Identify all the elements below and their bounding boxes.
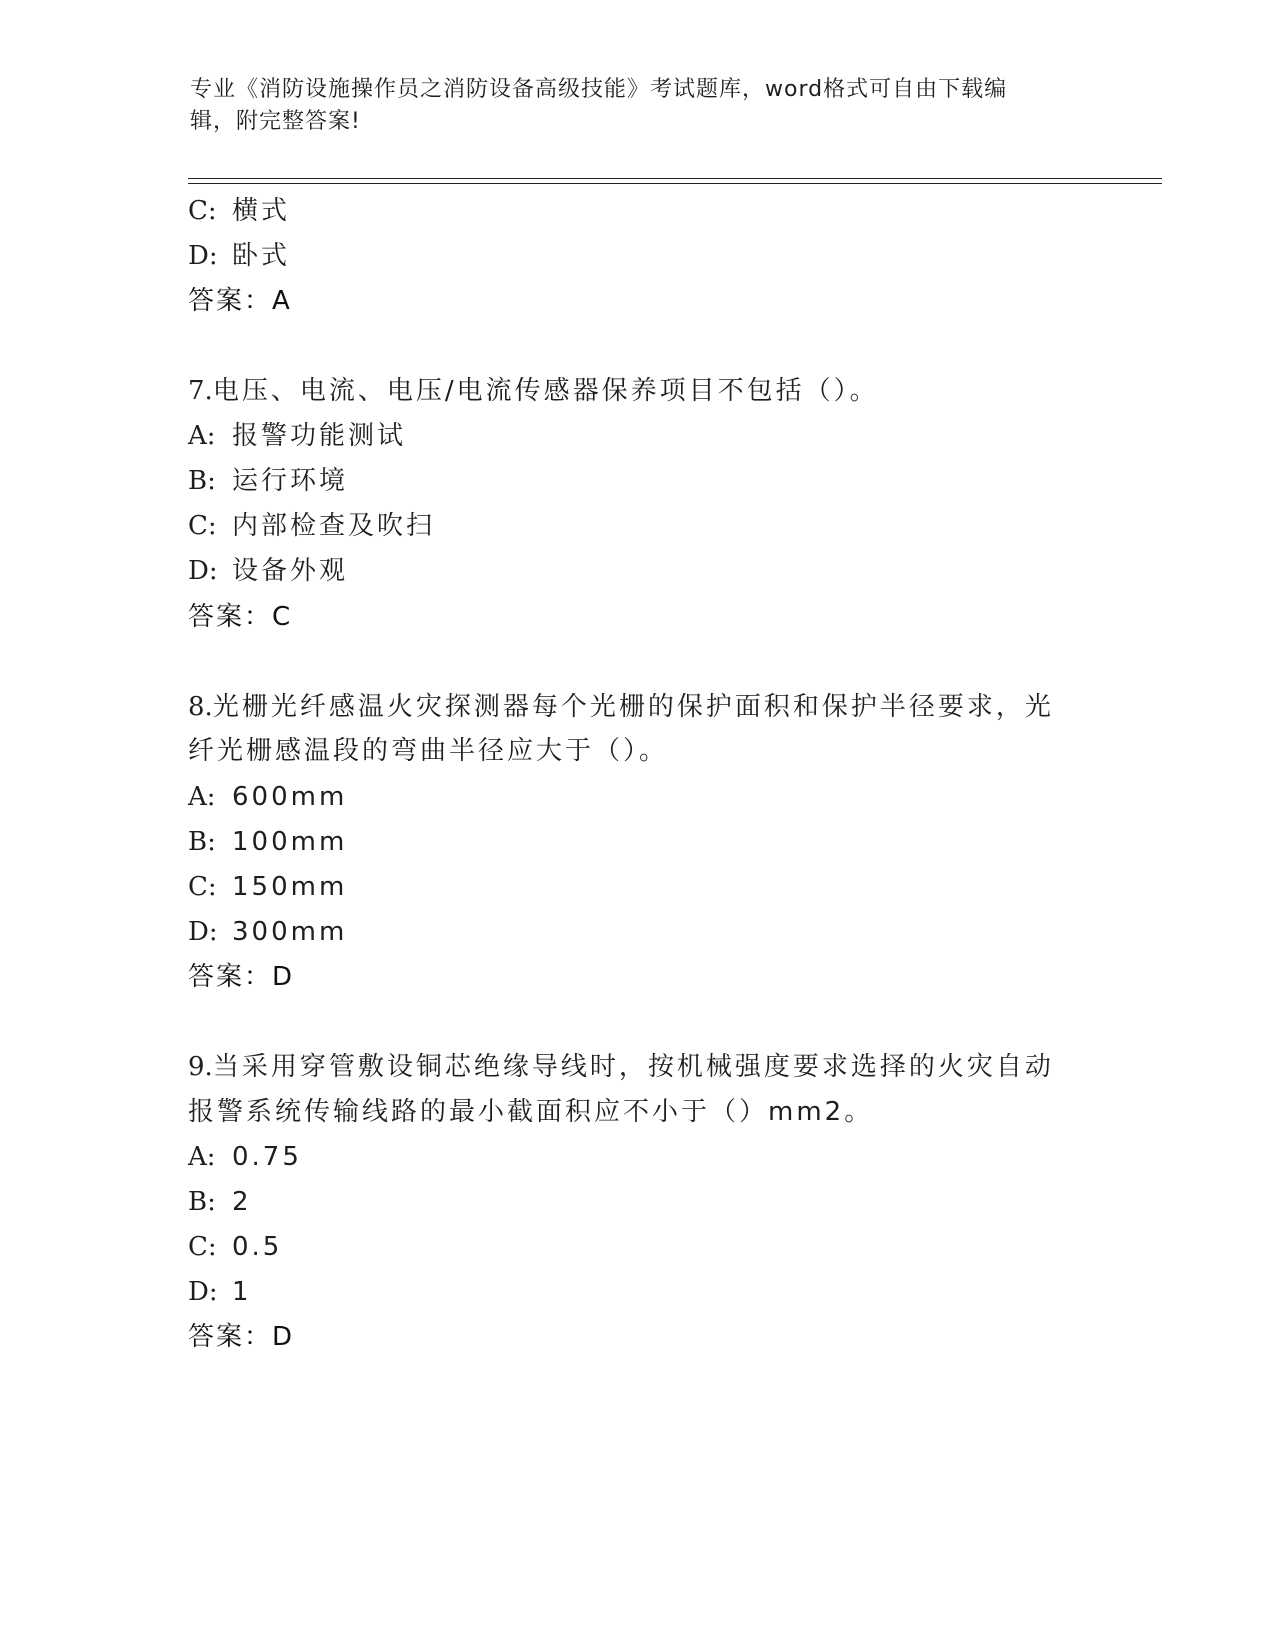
option-text: 报警功能测试 [232, 421, 407, 451]
question-stem-line-1: 光栅光纤感温火灾探测器每个光栅的保护面积和保护半径要求，光 [212, 692, 1054, 722]
option-item [188, 553, 348, 589]
option-item [188, 193, 290, 229]
option-label: A: [188, 782, 216, 812]
option-label: C: [188, 511, 217, 541]
option-label: B: [188, 827, 216, 857]
header-divider-top [188, 178, 1162, 179]
answer-line: 答案：D [188, 962, 295, 992]
question-stem-line-1: 当采用穿管敷设铜芯绝缘导线时，按机械强度要求选择的火灾自动 [212, 1052, 1054, 1082]
option-label: C: [188, 196, 217, 226]
question-number: 7. [188, 376, 213, 406]
option-item [188, 824, 347, 860]
option-label: D: [188, 1277, 218, 1307]
option-text: 600mm [232, 782, 348, 812]
question-number: 9. [188, 1052, 213, 1082]
question-stem-line-2: 报警系统传输线路的最小截面积应不小于（）mm2。 [188, 1097, 874, 1127]
option-text: 运行环境 [232, 466, 349, 496]
option-text: 卧式 [232, 241, 291, 271]
option-label: A: [188, 1142, 216, 1172]
option-item [188, 914, 347, 950]
option-item [188, 779, 347, 815]
header-line-1: 专业《消防设施操作员之消防设备高级技能》考试题库，word格式可自由下载编 [190, 77, 1008, 102]
header-line-2: 辑，附完整答案! [190, 109, 361, 134]
question-text [188, 1049, 1054, 1085]
option-item [188, 1274, 252, 1310]
question-text [188, 689, 1054, 725]
option-item [188, 1139, 302, 1175]
option-item [188, 1184, 252, 1220]
option-item [188, 238, 290, 274]
option-label: C: [188, 872, 217, 902]
option-label: C: [188, 1232, 217, 1262]
question-text [188, 373, 879, 409]
option-text: 1 [232, 1277, 252, 1307]
option-item [188, 1229, 282, 1265]
document-header [190, 74, 1090, 138]
option-item [188, 418, 406, 454]
option-text: 2 [232, 1187, 252, 1217]
option-text: 100mm [232, 827, 348, 857]
header-divider-bottom [188, 183, 1162, 184]
option-label: B: [188, 1187, 216, 1217]
answer-line: 答案：C [188, 602, 293, 632]
option-text: 0.75 [232, 1142, 302, 1172]
question-stem: 电压、电流、电压/电流传感器保养项目不包括（）。 [212, 376, 879, 406]
question-stem-line-2: 纤光栅感温段的弯曲半径应大于（）。 [188, 736, 669, 766]
answer-line: 答案：A [188, 286, 292, 316]
question-number: 8. [188, 692, 213, 722]
option-text: 设备外观 [232, 556, 349, 586]
option-item [188, 463, 348, 499]
option-text: 0.5 [232, 1232, 283, 1262]
option-label: D: [188, 241, 218, 271]
option-label: B: [188, 466, 216, 496]
option-item [188, 869, 347, 905]
option-item [188, 508, 435, 544]
option-text: 横式 [232, 196, 291, 226]
option-text: 内部检查及吹扫 [232, 511, 436, 541]
option-text: 300mm [232, 917, 348, 947]
option-text: 150mm [232, 872, 348, 902]
option-label: D: [188, 917, 218, 947]
option-label: A: [188, 421, 216, 451]
answer-line: 答案：D [188, 1322, 295, 1352]
option-label: D: [188, 556, 218, 586]
